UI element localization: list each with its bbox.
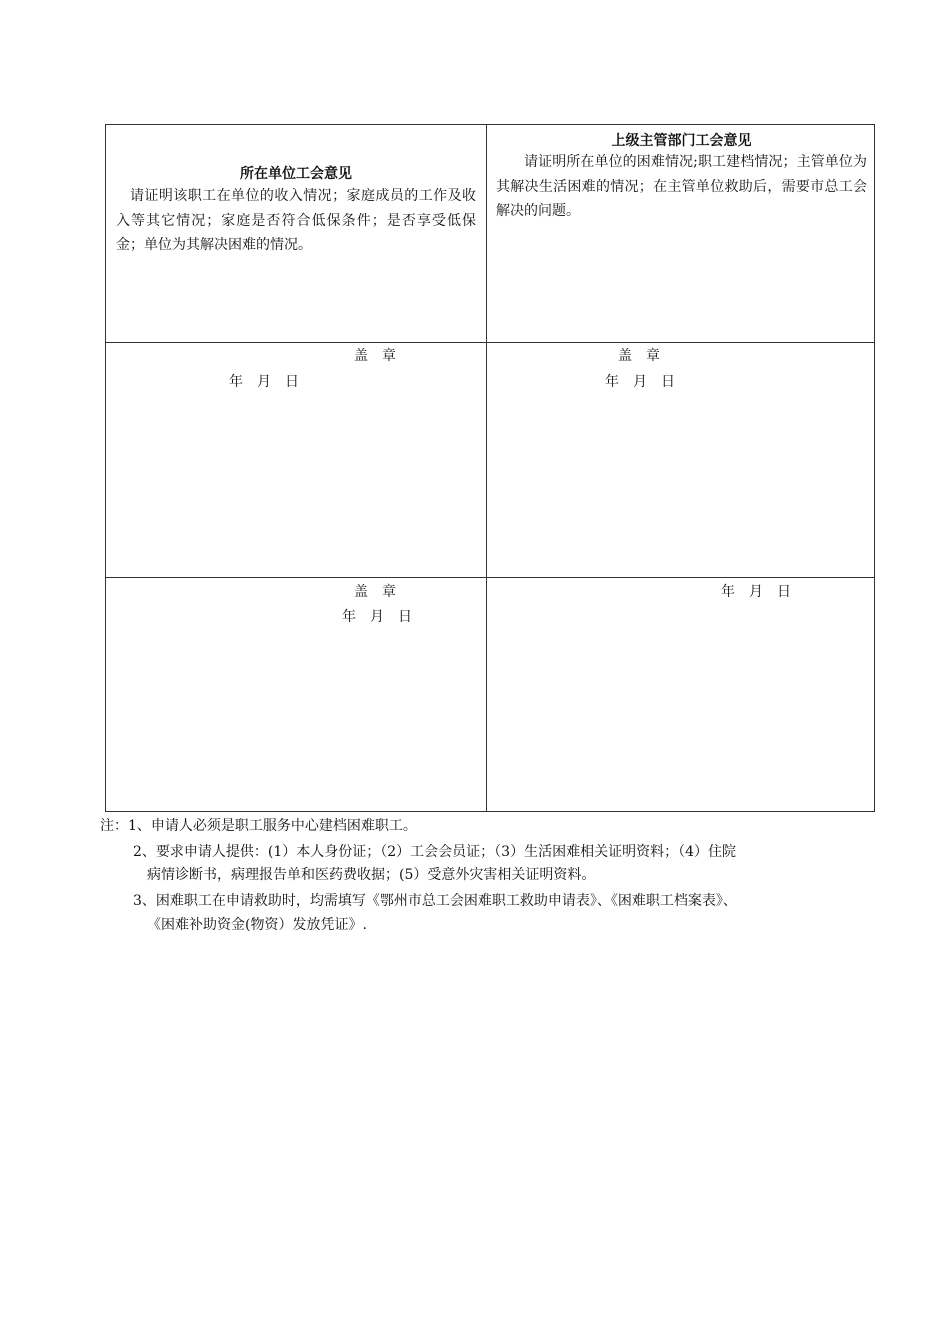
- stamp-label: 盖 章: [618, 348, 660, 364]
- note-1: 注：1、申请人必须是职工服务中心建档困难职工。: [100, 818, 417, 834]
- row-divider-2: [106, 577, 874, 578]
- stamp-label: 盖 章: [354, 584, 396, 600]
- note-2: 2、要求申请人提供：(1）本人身份证；（2）工会会员证；（3）生活困难相关证明资料；（4）住院: [133, 844, 736, 860]
- unit-union-opinion-title: 所在单位工会意见: [240, 166, 352, 182]
- date-label: 年 月 日: [605, 374, 675, 390]
- note-3-continued: 《困难补助资金(物资）发放凭证》.: [147, 917, 367, 933]
- superior-union-opinion-cell: [487, 125, 876, 342]
- superior-union-opinion-title: 上级主管部门工会意见: [611, 133, 752, 149]
- superior-union-opinion-text: 请证明所在单位的困难情况;职工建档情况；主管单位为其解决生活困难的情况；在主管单位救助后，需要市总工会解决的问题。: [496, 154, 867, 219]
- unit-union-opinion-text: 请证明该职工在单位的收入情况；家庭成员的工作及收入等其它情况；家庭是否符合低保条件；是否享受低保金；单位为其解决困难的情况。: [116, 188, 476, 253]
- note-3: 3、困难职工在申请救助时，均需填写《鄂州市总工会困难职工救助申请表》、《困难职工档案表》、: [133, 893, 737, 909]
- note-2-continued: 病情诊断书，病理报告单和医药费收据；(5）受意外灾害相关证明资料。: [147, 867, 596, 883]
- unit-union-opinion-cell: [106, 125, 486, 342]
- application-form-table: [105, 124, 875, 812]
- stamp-label: 盖 章: [354, 348, 396, 364]
- row-divider-1: [106, 342, 874, 343]
- date-label: 年 月 日: [721, 584, 791, 600]
- date-label: 年 月 日: [229, 374, 299, 390]
- date-label: 年 月 日: [342, 609, 412, 625]
